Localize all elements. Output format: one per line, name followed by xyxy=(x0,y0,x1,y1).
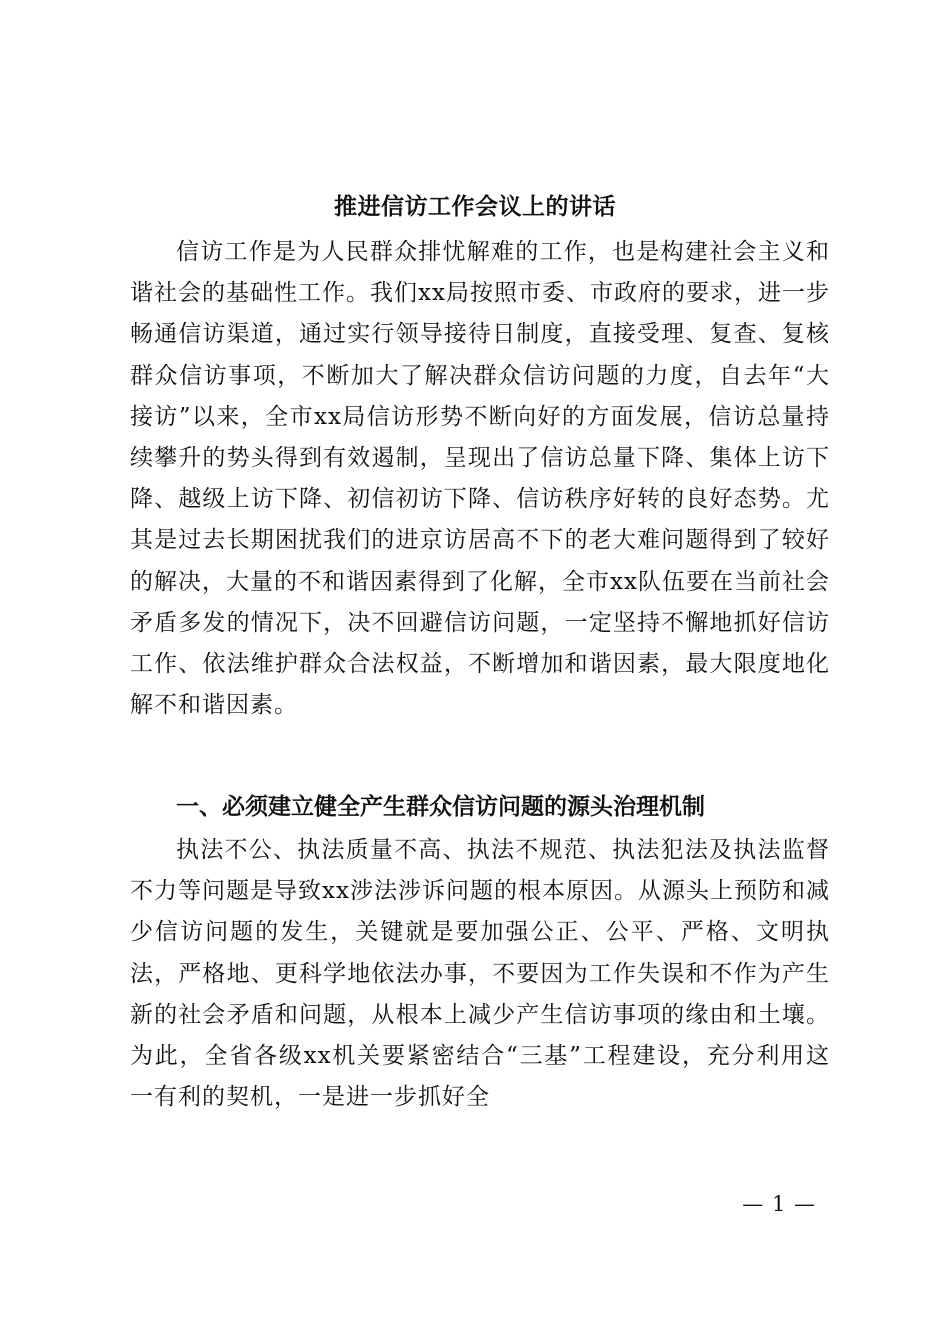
section-heading: 一、必须建立健全产生群众信访问题的源头治理机制 xyxy=(176,794,705,820)
document-title: 推进信访工作会议上的讲话 xyxy=(334,193,616,220)
section-paragraph: 执法不公、执法质量不高、执法不规范、执法犯法及执法监督不力等问题是导致xx涉法涉诉问题的根本原因。从源头上预防和减少信访问题的发生，关键就是要加强公正、公平、严格、文明执法，严格地、更科学地依法办事，不要因为工作失误和不作为产生新的社会矛盾和问题，从根本上减少产生信访事项的缘由和土壤。为此，全省各级xx机关要紧密结合“三基”工程建设，充分利用这一有利的契机，一是进一步抓好全 xyxy=(130,837,830,1111)
intro-paragraph: 信访工作是为人民群众排忧解难的工作，也是构建社会主义和谐社会的基础性工作。我们xx局按照市委、市政府的要求，进一步畅通信访渠道，通过实行领导接待日制度，直接受理、复查、复核群众信访事项，不断加大了解决群众信访问题的力度，自去年“大接访”以来，全市xx局信访形势不断向好的方面发展，信访总量持续攀升的势头得到有效遏制，呈现出了信访总量下降、集体上访下降、越级上访下降、初信初访下降、信访秩序好转的良好态势。尤其是过去长期困扰我们的进京访居高不下的老大难问题得到了较好的解决，大量的不和谐因素得到了化解，全市xx队伍要在当前社会矛盾多发的情况下，决不回避信访问题，一定坚持不懈地抓好信访工作、依法维护群众合法权益，不断增加和谐因素，最大限度地化解不和谐因素。 xyxy=(130,239,830,719)
page-number: — 1 — xyxy=(742,1192,816,1216)
